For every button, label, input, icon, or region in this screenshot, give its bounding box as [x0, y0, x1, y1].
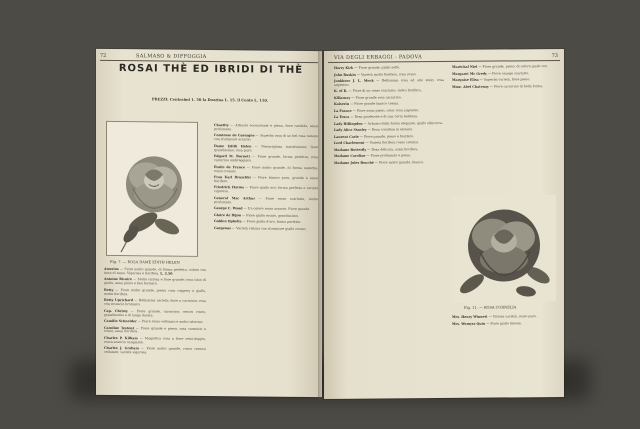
rose-description: — Vistosa varietà, rosso puro.	[487, 314, 537, 319]
right-page	[324, 49, 564, 399]
rose-description: — Fiore grande, carnicino; centro roseo, grandissimo e di lunga durata.	[104, 308, 207, 317]
rose-entry	[452, 72, 556, 77]
rose-name: Étoile de France	[214, 164, 245, 170]
rose-name: John Ruskin	[334, 72, 356, 77]
rose-entry	[334, 141, 444, 146]
rose-description: — Fiore giallo oro; forma perfetta e varietà vigorosa.	[214, 185, 318, 194]
rose-name: Kaiserin	[334, 102, 350, 107]
left-page	[96, 49, 322, 397]
rose-list-right-col1	[334, 66, 444, 168]
rose-entry	[334, 128, 444, 133]
rose-entry	[214, 124, 318, 133]
rose-entry	[214, 214, 318, 219]
rose-entry	[334, 102, 444, 107]
rose-entry	[334, 122, 444, 127]
rose-entry	[104, 289, 206, 298]
rose-entry	[214, 227, 318, 232]
section-title: ROSAI THÈ ED IBRIDI DI THÈ	[118, 63, 304, 76]
rose-description: — Fiore molto grande, di forma perfetta, colore con tinte di rame. Vigorosa e fiorifera.	[104, 267, 206, 276]
rose-description: — Fiore giallo rosato, grandissimo.	[241, 213, 299, 218]
rose-description: — Fiore bianco puro, grande e assai fiorifero.	[214, 175, 319, 184]
rose-name: Charles J. Graham	[104, 346, 139, 351]
rose-entry	[334, 96, 444, 101]
rose-name: Cap. Christy	[104, 308, 128, 313]
rose-name: Antoine Rivoire	[104, 277, 132, 282]
rose-entry	[452, 85, 556, 90]
rose-description: — Molto vistosa e fiore grande; rosa tinto di giallo, assai pieno e ben formato.	[104, 277, 206, 286]
rose-price: L. 2.50	[160, 271, 173, 276]
rose-description: — Fiore grande, pieno e fiorifero.	[358, 134, 414, 139]
rose-description: — Fiore molto grande, pieno; rosa coppery e giallo, molto fiorifera.	[104, 287, 206, 296]
rose-name: Lord Charlemont	[334, 141, 365, 146]
rose-name: Chastity	[214, 123, 229, 128]
rose-name: George C. Waud	[214, 206, 243, 211]
rose-description: — Fiore molto grande, di forma superba; rosso cremisi.	[214, 165, 319, 173]
rose-entry	[214, 145, 318, 154]
page-number: 72	[100, 52, 107, 59]
rose-entry	[104, 299, 206, 308]
rose-entry	[334, 89, 444, 94]
rose-name: Edgard M. Burnett	[214, 154, 251, 159]
rose-name: Camille Schneider	[104, 318, 137, 324]
rose-description: — Fiore profumato e pieno.	[365, 153, 411, 159]
rose-entry	[214, 186, 318, 195]
rose-description: — Meravigliosa introduzione; fiore grandissimo, rosa puro.	[214, 144, 318, 153]
rose-entry	[334, 154, 444, 159]
rose-entry	[452, 322, 556, 327]
figure-caption: Fig. 7. — ROSA DAME EDITH HELEN	[110, 259, 180, 265]
rose-name: Betty Uprichard	[104, 298, 134, 303]
rose-description: — Fiore grande bianco crema.	[349, 101, 400, 107]
rose-photo	[106, 121, 198, 257]
rose-description: — Superba rosa di un bel rosa ramato con sfumature arancio.	[214, 133, 318, 142]
price-line: PREZZI: Centesimi 1. 50 la Dozzina L. 15. il Cento L. 110.	[151, 97, 269, 103]
rose-entry	[452, 78, 556, 83]
rose-entry	[214, 166, 318, 175]
rose-name: La France	[334, 108, 352, 113]
rose-entry	[214, 207, 318, 212]
rose-description: — Un colore rosso arancio. Fiore grande.	[242, 206, 311, 212]
rose-name: Jonkheer J. L. Mock	[334, 78, 374, 83]
rose-entry	[214, 176, 318, 185]
rose-description: — Fiore grande, forma perfetta; rosa carnicino ombreggiato.	[214, 154, 318, 163]
rose-entry	[214, 220, 318, 225]
rose-description: — Fiore grande rosa carnicino.	[350, 95, 402, 100]
rose-name: Dame Edith Helen	[214, 143, 252, 149]
rose-description: — Bellissima varietà; fiore a carminio; rosa con rovescio bronzato.	[104, 298, 206, 307]
rose-description: — Fiore grande e pieno, rosa carminio e roseo; assai fiorifera.	[104, 325, 206, 334]
rose-description: — Fiore carnicino di bella forma.	[488, 83, 544, 89]
rose-name: Margaret Mc Gredy	[452, 71, 487, 76]
rose-description: — Arbusto eccezionale e pieno, fiore candido, assai profumato.	[214, 123, 318, 132]
rose-name: Madame Jules Bouché	[334, 160, 374, 165]
rose-name: Mrs. Henry Winnett	[452, 314, 488, 319]
intro-text	[108, 77, 308, 79]
rose-name: K. of K.	[334, 89, 348, 94]
rose-description: — Fiore grande, giallo solfo.	[353, 65, 401, 70]
rose-entry	[334, 109, 444, 114]
rose-description: — Fiore rosso scarlatto, molto profumato.	[214, 196, 318, 204]
figure-caption: Fig. 11. — ROSA CORNELIA	[464, 305, 517, 310]
rose-name: Harry Kirk	[334, 65, 354, 70]
rose-description: — Arbusto dalla forma elegante, giallo albicocca.	[362, 120, 444, 126]
rose-name: Marquise Elisa	[452, 77, 479, 82]
rose-list-right-col2-bottom	[452, 315, 556, 329]
rose-entry	[104, 347, 206, 356]
rose-entry	[104, 310, 206, 319]
rose-name: Amerios	[104, 266, 119, 272]
rose-entry	[334, 79, 444, 88]
rose-entry	[334, 148, 444, 153]
rose-description: — Bellissima rosa ad alto stelo; rosa argenteo.	[334, 78, 444, 87]
rose-description: — Rosa delicata, assai fiorifera.	[366, 147, 419, 152]
rose-description: — Fiore orange scarlatto.	[486, 70, 530, 76]
rose-entry	[334, 66, 444, 71]
rose-photo	[452, 195, 556, 302]
rose-name: Comtesse de Cassagne	[214, 133, 255, 138]
rose-entry	[334, 161, 444, 166]
rose-description: — Rosa coralline in esterno.	[366, 127, 414, 133]
rose-name: Golden Ophelia	[214, 219, 242, 224]
rose-name: Betty	[104, 287, 114, 292]
rose-list-left-col2	[214, 124, 318, 234]
rose-description: — Fiore grande, pieno, di colore giallo oro.	[477, 64, 548, 69]
rose-description: — Fiore giallo d'oro, forma perfetta.	[241, 219, 302, 225]
rose-name: Gloire de Dijon	[214, 212, 242, 218]
rose-entry	[104, 320, 206, 325]
rose-name: Charles P. Kilham	[104, 335, 138, 341]
rose-entry	[104, 326, 206, 335]
rose-entry	[452, 65, 556, 70]
rose-entry	[104, 337, 206, 346]
rose-name: Frau Karl Druschki	[214, 175, 251, 180]
rose-entry	[334, 135, 444, 140]
rose-description: — Fiore molto grande, rosso cremisi vellutato; varietà vigorosa.	[104, 346, 206, 355]
rose-description: — Superba varietà, fiore pieno.	[478, 77, 531, 82]
rose-name: Friedrich Harms	[214, 185, 244, 190]
rose-name: Madame Caroline	[334, 154, 366, 159]
running-head: SALMASO & DIFFOGGIA	[136, 53, 207, 60]
rose-list-right-col2-top	[452, 65, 556, 92]
rose-description: — Varietà vistosa con sfumature giallo cromo.	[231, 225, 307, 231]
rose-name: Madame Butterfly	[334, 147, 367, 152]
rose-entry	[214, 155, 318, 164]
rose-name: La Tosca	[334, 115, 350, 120]
rose-entry	[214, 134, 318, 143]
rose-name: Lady Hillingdon	[334, 121, 363, 126]
rose-entry	[452, 315, 556, 320]
rose-list-left-col1	[104, 268, 206, 359]
rose-description: — Varietà fiorifera rosso cremisi.	[364, 140, 419, 146]
rose-name: Killarney	[334, 95, 351, 100]
rose-name: Caroline Testout	[104, 325, 135, 330]
running-head: VIA DEGLI ERBAGGI - PADOVA	[334, 54, 423, 61]
rose-entry	[334, 115, 444, 120]
rose-description: — Fiore giallo limone.	[485, 320, 522, 326]
rose-description: — Rosa gradevole e di una certa bellezza.	[349, 114, 418, 120]
rose-description: — Fiore di un rosso scarlatto; molto fiorifera.	[347, 88, 422, 94]
rose-name: Mrs. Wemyss Quin	[452, 321, 486, 326]
rose-description: — Magnifica rosa a fiore semi-doppio, rosso arancio cangiante.	[104, 336, 206, 345]
rose-name: Maréchal Niel	[452, 64, 478, 69]
note-text	[108, 104, 308, 106]
rose-description: — Fiore molto grande, bianco.	[373, 160, 424, 165]
page-number: 73	[551, 53, 558, 60]
rose-entry	[214, 197, 318, 206]
rose-name: General Mac Arthur	[214, 195, 255, 201]
rose-description: — Varietà molto fiorifera, rosa rosso.	[355, 71, 417, 77]
rose-entry	[104, 268, 206, 277]
rose-description: — Fiore rosso vellutato e molto odoroso.	[136, 319, 204, 324]
rose-entry	[104, 278, 206, 287]
rose-description: — Fiore assai pieno, color rosa argenteo.	[351, 108, 420, 113]
rose-name: Lady Alice Stanley	[334, 128, 367, 133]
rose-name: Laurent Carle	[334, 134, 359, 139]
rose-name: Mme. Abel Chatenay	[452, 84, 489, 89]
rose-entry	[334, 73, 444, 78]
rose-name: Gorgeous	[214, 225, 232, 230]
